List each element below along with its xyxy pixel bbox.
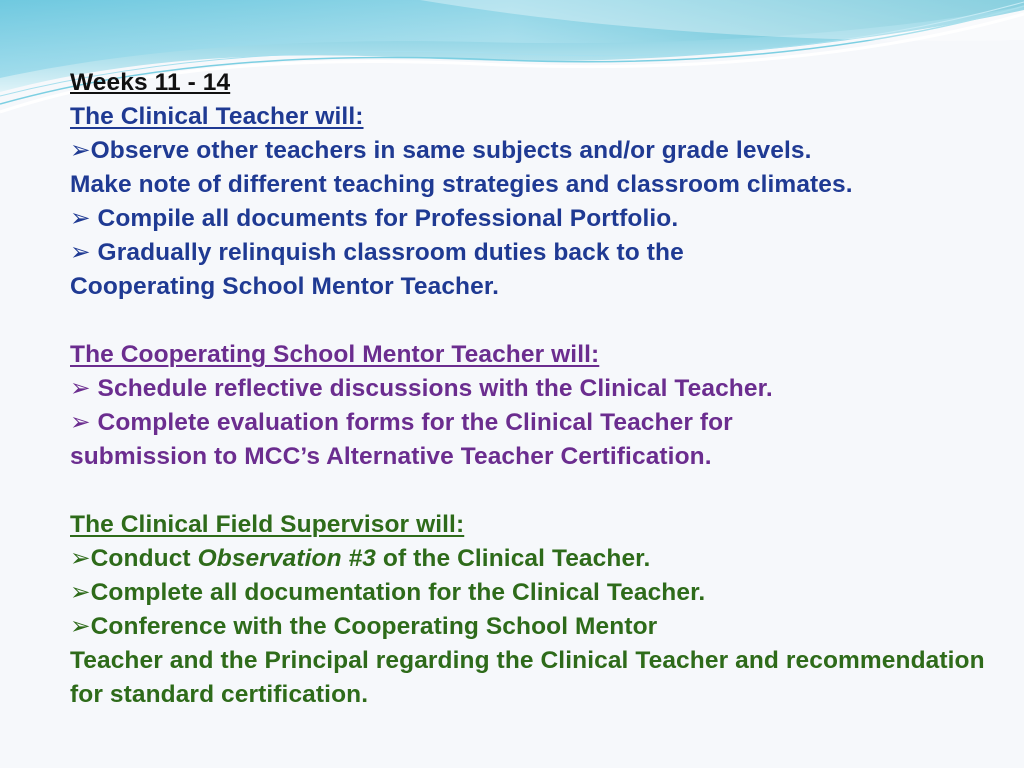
slide-content xyxy=(70,66,1000,712)
mentor-teacher-item-2-continuation: submission to MCC’s Alternative Teacher Certification. xyxy=(70,443,712,470)
clinical-teacher-heading: The Clinical Teacher will: xyxy=(70,103,364,130)
mentor-teacher-item-2: ➢ Complete evaluation forms for the Clinical Teacher for xyxy=(70,409,733,436)
field-supervisor-item-1: ➢Conduct Observation #3 of the Clinical Teacher. xyxy=(70,545,651,572)
clinical-teacher-item-3-continuation: Cooperating School Mentor Teacher. xyxy=(70,273,500,300)
arrow-bullet-icon: ➢ xyxy=(70,375,91,402)
clinical-teacher-item-3: ➢ Gradually relinquish classroom duties back to the xyxy=(70,239,684,266)
clinical-teacher-item-1-continuation: Make note of different teaching strategies and classroom climates. xyxy=(70,171,853,198)
mentor-teacher-heading: The Cooperating School Mentor Teacher will: xyxy=(70,341,600,368)
field-supervisor-item-3-continuation: Teacher and the Principal regarding the Clinical Teacher and recommendation for standard certification. xyxy=(70,647,985,708)
clinical-teacher-item-2: ➢ Compile all documents for Professional Portfolio. xyxy=(70,205,679,232)
field-supervisor-item-2: ➢Complete all documentation for the Clinical Teacher. xyxy=(70,579,706,606)
clinical-teacher-section xyxy=(70,100,1000,304)
arrow-bullet-icon: ➢ xyxy=(70,205,91,232)
arrow-bullet-icon: ➢ xyxy=(70,545,91,572)
observation-emphasis: Observation #3 xyxy=(197,545,377,572)
arrow-bullet-icon: ➢ xyxy=(70,613,91,640)
arrow-bullet-icon: ➢ xyxy=(70,579,91,606)
section-spacer xyxy=(70,474,1000,508)
field-supervisor-section xyxy=(70,508,1000,712)
section-spacer xyxy=(70,304,1000,338)
arrow-bullet-icon: ➢ xyxy=(70,239,91,266)
mentor-teacher-item-1: ➢ Schedule reflective discussions with the Clinical Teacher. xyxy=(70,375,773,402)
slide-title: Weeks 11 - 14 xyxy=(70,69,231,96)
mentor-teacher-section xyxy=(70,338,1000,474)
arrow-bullet-icon: ➢ xyxy=(70,409,91,436)
arrow-bullet-icon: ➢ xyxy=(70,137,91,164)
field-supervisor-heading: The Clinical Field Supervisor will: xyxy=(70,511,465,538)
clinical-teacher-item-1: ➢Observe other teachers in same subjects and/or grade levels. xyxy=(70,137,812,164)
field-supervisor-item-3: ➢Conference with the Cooperating School Mentor xyxy=(70,613,658,640)
